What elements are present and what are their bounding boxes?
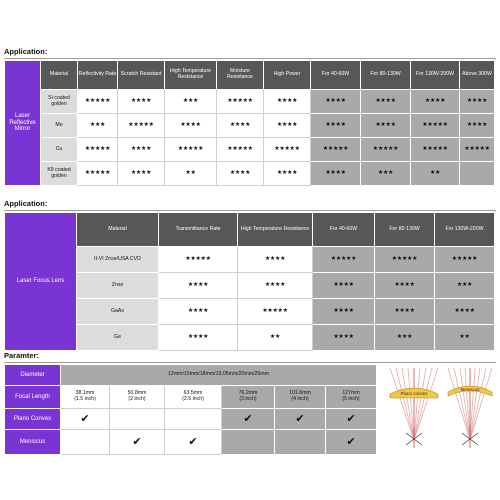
focal-length-mm: 101.6mm (289, 390, 311, 397)
focal-length-inch: (5 inch) (342, 396, 360, 402)
mirror-rating-cell: ★★★★★ (118, 114, 165, 138)
lens-header-row (5, 213, 495, 247)
mirror-rating-cell: ★★★★ (118, 162, 165, 186)
mirror-rating-cell: ★★★★★ (165, 138, 217, 162)
mirror-header-cell: Scratch Resistant (118, 61, 165, 90)
lens-rating-cell: ★★★★ (238, 247, 313, 273)
mirror-rating-cell: ★★★★ (411, 90, 460, 114)
focal-length-cell (222, 386, 275, 409)
lens-rating-cell: ★★★★ (159, 325, 238, 351)
lens-diagrams (386, 360, 496, 460)
param-table (4, 364, 377, 455)
lens-rating-cell: ★★★★ (313, 325, 375, 351)
mirror-header-cell: For 130W-200W (411, 61, 460, 90)
mirror-rating-cell: ★★★★★ (78, 138, 118, 162)
lens-rating-cell: ★★ (435, 325, 495, 351)
plano-convex-label: Plano convex (400, 391, 428, 396)
mirror-header-cell: Above 300W (460, 61, 495, 90)
lens-section-title: Application: (4, 199, 48, 208)
focal-length-mm: 50.8mm (127, 390, 147, 397)
focal-length-cell (61, 386, 110, 409)
mirror-material-cell: K9 coated golden (41, 162, 78, 186)
focal-length-row (5, 386, 377, 409)
lens-rating-cell: ★★★★★ (313, 247, 375, 273)
lens-side-label: Laser Focus Lens (5, 213, 77, 351)
plano-convex-check-cell (165, 409, 222, 430)
mirror-header-cell: For 40-60W (311, 61, 361, 90)
focal-length-mm: 38.1mm (75, 390, 95, 397)
focal-length-mm: 76.2mm (238, 390, 258, 397)
table-row (5, 162, 495, 186)
mirror-rating-cell: ★★ (411, 162, 460, 186)
mirror-header-cell: Material (41, 61, 78, 90)
meniscus-label: Meniscus (460, 387, 480, 392)
param-section-title: Paramter: (4, 351, 40, 360)
plano-convex-diagram (390, 368, 438, 448)
mirror-rating-cell: ★★★★ (264, 114, 311, 138)
mirror-section-title: Application: (4, 47, 48, 56)
focal-length-inch: (2 inch) (128, 396, 146, 402)
meniscus-diagram (448, 368, 492, 448)
mirror-rating-cell: ★★★★ (264, 90, 311, 114)
lens-diagram-svg (386, 360, 496, 460)
mirror-rating-cell: ★★★★ (361, 90, 411, 114)
mirror-rating-cell: ★★★★ (118, 138, 165, 162)
meniscus-check-cell: ✔ (110, 430, 165, 455)
diameter-row (5, 365, 377, 386)
table-row (5, 325, 495, 351)
lens-rating-cell: ★★★★ (238, 273, 313, 299)
focal-length-cell (110, 386, 165, 409)
focal-length-label: Focal Length (5, 386, 61, 409)
plano-convex-check-cell: ✔ (275, 409, 326, 430)
lens-rating-cell: ★★★★ (159, 299, 238, 325)
lens-rating-cell: ★★★ (435, 273, 495, 299)
lens-material-cell: GaAs (77, 299, 159, 325)
mirror-rating-cell: ★★★★★ (217, 138, 264, 162)
mirror-material-cell: Si coated golden (41, 90, 78, 114)
focal-length-mm: 127mm (342, 390, 360, 397)
table-row (5, 247, 495, 273)
mirror-rating-cell: ★★★★ (165, 114, 217, 138)
mirror-header-cell: High Power (264, 61, 311, 90)
mirror-section-rule (4, 58, 496, 59)
mirror-side-label: Laser Reflective Mirror (5, 61, 41, 186)
plano-convex-check-cell: ✔ (222, 409, 275, 430)
lens-rating-cell: ★★★★★ (159, 247, 238, 273)
plano-convex-check-cell: ✔ (326, 409, 377, 430)
lens-rating-cell: ★★★★★ (435, 247, 495, 273)
mirror-rating-cell: ★★★★ (361, 114, 411, 138)
meniscus-check-cell (222, 430, 275, 455)
mirror-rating-cell: ★★★★★ (311, 138, 361, 162)
mirror-rating-cell: ★★★ (361, 162, 411, 186)
table-row (5, 90, 495, 114)
meniscus-check-cell: ✔ (165, 430, 222, 455)
mirror-rating-cell: ★★★★ (460, 114, 495, 138)
mirror-table (4, 60, 495, 186)
mirror-rating-cell: ★★★ (78, 114, 118, 138)
mirror-rating-cell: ★★★★★ (78, 162, 118, 186)
plano-convex-check-cell (110, 409, 165, 430)
table-row (5, 299, 495, 325)
lens-header-cell: For 40-60W (313, 213, 375, 247)
focal-length-inch: (1.5 inch) (74, 396, 96, 402)
meniscus-row (5, 430, 377, 455)
lens-material-cell: II-VI Znse/USA CVD (77, 247, 159, 273)
lens-rating-cell: ★★★ (375, 325, 435, 351)
mirror-rating-cell: ★★★★★ (264, 138, 311, 162)
lens-header-cell: Transmittance Rate (159, 213, 238, 247)
lens-section-rule (4, 210, 496, 211)
lens-rating-cell: ★★★★★ (238, 299, 313, 325)
mirror-rating-cell: ★★★ (165, 90, 217, 114)
lens-header-cell: For 80-130W (375, 213, 435, 247)
mirror-material-cell: Cu (41, 138, 78, 162)
mirror-rating-cell: ★★★★★ (411, 138, 460, 162)
mirror-header-cell: Reflectivity Rate (78, 61, 118, 90)
lens-rating-cell: ★★★★★ (375, 247, 435, 273)
mirror-rating-cell: ★★★★ (264, 162, 311, 186)
mirror-rating-cell (460, 162, 495, 186)
mirror-rating-cell: ★★★★ (311, 162, 361, 186)
mirror-rating-cell: ★★★★ (311, 90, 361, 114)
plano-convex-check-cell: ✔ (61, 409, 110, 430)
mirror-rating-cell: ★★★★ (217, 114, 264, 138)
table-row (5, 273, 495, 299)
mirror-rating-cell: ★★★★★ (217, 90, 264, 114)
lens-rating-cell: ★★★★ (435, 299, 495, 325)
lens-rating-cell: ★★★★ (313, 273, 375, 299)
meniscus-check-cell: ✔ (326, 430, 377, 455)
table-row (5, 114, 495, 138)
plano-convex-row-label: Plano Convex (5, 409, 61, 430)
mirror-rating-cell: ★★★★ (217, 162, 264, 186)
focal-length-cell (326, 386, 377, 409)
lens-rating-cell: ★★★★ (375, 273, 435, 299)
focal-length-mm: 63.5mm (183, 390, 203, 397)
mirror-rating-cell: ★★★★★ (460, 138, 495, 162)
mirror-rating-cell: ★★★★★ (78, 90, 118, 114)
lens-table (4, 212, 495, 351)
mirror-rating-cell: ★★★★ (460, 90, 495, 114)
focal-length-inch: (3 inch) (239, 396, 257, 402)
meniscus-row-label: Meniscus (5, 430, 61, 455)
lens-material-cell: Znse (77, 273, 159, 299)
lens-rating-cell: ★★★★ (375, 299, 435, 325)
lens-rating-cell: ★★ (238, 325, 313, 351)
focal-length-inch: (2.5 inch) (182, 396, 204, 402)
focal-length-inch: (4 inch) (291, 396, 309, 402)
plano-convex-row (5, 409, 377, 430)
mirror-header-cell: For 80-130W (361, 61, 411, 90)
lens-header-cell: Material (77, 213, 159, 247)
lens-rating-cell: ★★★★ (159, 273, 238, 299)
lens-material-cell: Ge (77, 325, 159, 351)
mirror-rating-cell: ★★★★★ (411, 114, 460, 138)
lens-rating-cell: ★★★★ (313, 299, 375, 325)
meniscus-check-cell (275, 430, 326, 455)
mirror-material-cell: Mo (41, 114, 78, 138)
mirror-rating-cell: ★★ (165, 162, 217, 186)
diameter-label: Diameter (5, 365, 61, 386)
mirror-rating-cell: ★★★★ (311, 114, 361, 138)
mirror-header-cell: High Temperature Resistance (165, 61, 217, 90)
focal-length-cell (275, 386, 326, 409)
mirror-rating-cell: ★★★★★ (361, 138, 411, 162)
lens-header-cell: High Temperature Resistance (238, 213, 313, 247)
focal-length-cell (165, 386, 222, 409)
table-row (5, 138, 495, 162)
diameter-value: 12mm/15mm/18mm/19.05mm/20mm/25mm (61, 365, 377, 386)
mirror-header-cell: Moisture Resistance (217, 61, 264, 90)
lens-header-cell: For 130W-200W (435, 213, 495, 247)
meniscus-check-cell (61, 430, 110, 455)
mirror-rating-cell: ★★★★ (118, 90, 165, 114)
mirror-header-row (5, 61, 495, 90)
